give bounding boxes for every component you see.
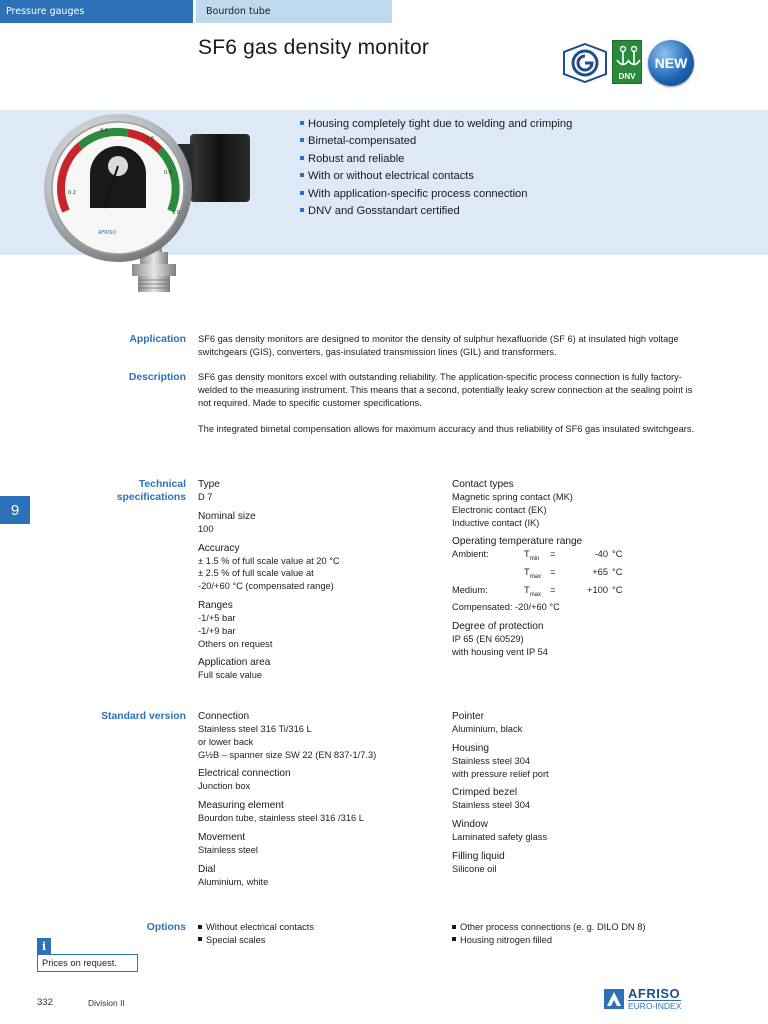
spec-ranges — [198, 599, 438, 650]
bullet-icon — [452, 925, 456, 929]
options-left — [198, 921, 448, 947]
option-text: Without electrical contacts — [206, 922, 314, 932]
spec-value: Laminated safety glass — [452, 832, 548, 843]
spec-window — [452, 818, 712, 844]
temp-symbol — [524, 584, 550, 602]
spec-value: Inductive contact (IK) — [452, 517, 540, 528]
brand-name: AFRISO — [628, 986, 681, 1001]
spec-value: Full scale value — [198, 670, 263, 681]
spec-heading: Nominal size — [198, 510, 256, 522]
option-text: Other process connections (e. g. DILO DN 8) — [460, 922, 646, 932]
svg-text:AFRISO: AFRISO — [98, 230, 117, 236]
brand-subname: EURO-INDEX — [628, 1001, 682, 1011]
spec-heading: Ranges — [198, 599, 233, 611]
spec-value: Others on request — [198, 638, 273, 649]
bullet-icon — [198, 925, 202, 929]
feature-item — [300, 186, 572, 203]
spec-heading: Crimped bezel — [452, 787, 518, 799]
header-category-tab: Pressure gauges — [0, 0, 193, 23]
spec-type — [198, 478, 438, 504]
spec-housing — [452, 742, 712, 781]
temp-label: Medium: — [452, 584, 488, 595]
temp-symbol — [524, 566, 550, 584]
spec-value: -1/+9 bar — [198, 625, 236, 636]
option-item — [198, 934, 448, 947]
anchor-icon — [613, 41, 643, 73]
bullet-icon — [452, 937, 456, 941]
bullet-icon — [300, 121, 304, 125]
spec-protection — [452, 620, 712, 659]
description-text: SF6 gas density monitors excel with outstanding reliability. The application-specific process connection is fully factory-welded to the measuring instrument. This means that a second, potentially leaky screw connection at the sealing point is not required. Made to specific customer specifications. — [198, 372, 693, 408]
spec-value: Aluminium, black — [452, 724, 523, 734]
feature-text: With application-specific process connection — [308, 187, 528, 200]
feature-text: Bimetal-compensated — [308, 135, 417, 148]
bullet-icon — [300, 208, 304, 212]
feature-item — [300, 168, 572, 185]
spec-application-area — [198, 656, 438, 682]
spec-value: ± 2.5 % of full scale value at — [198, 568, 314, 579]
spec-value: Stainless steel 304 — [452, 800, 531, 811]
spec-heading: Type — [198, 479, 220, 490]
spec-heading: Movement — [198, 831, 246, 843]
division-label: Division II — [88, 998, 125, 1008]
spec-value: -20/+60 °C (compensated range) — [198, 581, 334, 592]
technical-specs-label — [40, 478, 186, 504]
option-item — [198, 921, 448, 934]
spec-heading: Accuracy — [198, 542, 240, 554]
temp-sub: max — [529, 591, 542, 598]
spec-value: Bourdon tube, stainless steel 316 /316 L — [198, 813, 364, 824]
spec-pointer — [452, 710, 712, 736]
new-badge: NEW — [648, 40, 694, 86]
description-label: Description — [128, 372, 186, 383]
application-text: SF6 gas density monitors are designed to monitor the density of sulphur hexafluoride (SF 6) at insulated high voltage switchgears (GIS), converters, gas-insulated transmission lines (GIL) and transformers. — [198, 334, 679, 357]
chapter-tab: 9 — [0, 496, 30, 524]
product-gauge-image — [28, 96, 250, 296]
temp-unit: °C — [612, 584, 623, 595]
spec-value: G½B – spanner size SW 22 (EN 837-1/7.3) — [198, 749, 377, 760]
spec-value: Silicone oil — [452, 863, 497, 874]
temp-sym: T — [524, 567, 530, 578]
temp-unit: °C — [612, 549, 623, 560]
spec-value: ± 1.5 % of full scale value at 20 °C — [198, 555, 340, 566]
feature-text: Housing completely tight due to welding and crimping — [308, 118, 573, 130]
temp-unit: °C — [612, 567, 623, 578]
afriso-logo — [604, 986, 700, 1012]
bullet-icon — [300, 156, 304, 160]
spec-value: Stainless steel 304 — [452, 755, 531, 766]
feature-text: DNV and Gosstandart certified — [308, 205, 460, 218]
spec-heading: Window — [452, 819, 488, 831]
spec-value: 100 — [198, 523, 214, 534]
temp-sym: T — [524, 584, 530, 595]
spec-heading: Pointer — [452, 711, 484, 722]
temp-eq: = — [550, 584, 556, 595]
temp-value: -40 — [594, 549, 608, 560]
spec-value: Stainless steel 316 Ti/316 L — [198, 724, 312, 734]
feature-item — [300, 116, 572, 133]
svg-text:0.8: 0.8 — [164, 170, 172, 176]
spec-heading: Electrical connection — [198, 768, 291, 780]
dnv-logo-text: DNV — [618, 72, 636, 81]
feature-item — [300, 133, 572, 150]
spec-contact-types — [452, 478, 712, 529]
technical-left-column — [198, 478, 438, 688]
spec-temperature — [452, 535, 712, 614]
afriso-triangle-icon — [604, 989, 624, 1009]
info-icon: i — [37, 938, 51, 954]
temp-sub: max — [529, 573, 542, 580]
spec-value: Junction box — [198, 781, 251, 792]
temp-value: +65 — [592, 567, 608, 578]
feature-text: Robust and reliable — [308, 152, 405, 165]
bullet-icon — [198, 937, 202, 941]
feature-item — [300, 203, 572, 220]
options-right — [452, 921, 712, 947]
spec-value: -1/+5 bar — [198, 612, 236, 623]
temp-eq: = — [550, 549, 556, 560]
application-label: Application — [129, 334, 186, 345]
spec-measuring-element — [198, 799, 448, 825]
option-text: Housing nitrogen filled — [460, 934, 552, 945]
spec-value: IP 65 (EN 60529) — [452, 634, 524, 645]
dnv-certification-logo — [612, 40, 642, 84]
svg-text:1.0: 1.0 — [172, 210, 180, 216]
spec-filling-liquid — [452, 850, 712, 876]
temp-row — [452, 548, 712, 566]
standard-right-column — [452, 710, 712, 882]
svg-text:0.6: 0.6 — [146, 136, 154, 142]
spec-value: Aluminium, white — [198, 876, 269, 887]
standard-left-column — [198, 710, 448, 895]
temp-symbol — [524, 548, 550, 566]
feature-text: With or without electrical contacts — [308, 170, 475, 183]
spec-value: Stainless steel — [198, 844, 258, 855]
temp-sub: min — [529, 556, 540, 563]
spec-heading: Operating temperature range — [452, 536, 583, 548]
spec-movement — [198, 831, 448, 857]
option-item — [452, 934, 712, 947]
spec-accuracy — [198, 542, 438, 593]
spec-value: Magnetic spring contact (MK) — [452, 492, 573, 502]
svg-text:0.4: 0.4 — [100, 128, 108, 134]
technical-right-column — [452, 478, 712, 665]
temp-sym: T — [524, 549, 530, 560]
spec-value: with pressure relief port — [452, 768, 549, 779]
header-subcategory-tab: Bourdon tube — [196, 0, 392, 23]
temp-label: Ambient: — [452, 549, 489, 560]
spec-heading: Degree of protection — [452, 621, 544, 633]
technical-label-line1: Technical — [138, 479, 186, 490]
bullet-icon — [300, 191, 304, 195]
feature-list — [300, 116, 572, 220]
standard-version-label: Standard version — [101, 711, 186, 722]
gost-certification-logo — [562, 42, 608, 84]
spec-dial — [198, 863, 448, 889]
spec-heading: Contact types — [452, 479, 514, 490]
bullet-icon — [300, 173, 304, 177]
temp-value: +100 — [587, 584, 608, 595]
spec-value: or lower back — [198, 736, 254, 747]
spec-value: D 7 — [198, 492, 213, 502]
technical-label-line2: specifications — [116, 492, 186, 503]
spec-value: with housing vent IP 54 — [452, 646, 548, 657]
page-title: SF6 gas density monitor — [198, 36, 430, 59]
spec-heading: Dial — [198, 863, 216, 875]
spec-heading: Application area — [198, 657, 271, 669]
info-note: Prices on request. — [37, 954, 138, 972]
spec-electrical-connection — [198, 767, 448, 793]
page-number: 332 — [37, 997, 53, 1008]
spec-crimped-bezel — [452, 786, 712, 812]
feature-item — [300, 151, 572, 168]
svg-text:0.2: 0.2 — [68, 190, 76, 196]
spec-heading: Measuring element — [198, 800, 284, 812]
spec-heading: Housing — [452, 742, 490, 754]
description-text-2: The integrated bimetal compensation allows for maximum accuracy and thus reliability of SF6 gas insulated switchgears. — [198, 424, 695, 434]
temp-row — [452, 566, 712, 584]
spec-value: Electronic contact (EK) — [452, 504, 547, 515]
spec-heading: Filling liquid — [452, 850, 505, 862]
temp-compensated: Compensated: -20/+60 °C — [452, 602, 560, 613]
option-text: Special scales — [206, 934, 266, 945]
option-item — [452, 921, 712, 934]
options-label: Options — [146, 922, 186, 933]
bullet-icon — [300, 138, 304, 142]
temp-eq: = — [550, 567, 556, 578]
spec-nominal-size — [198, 510, 438, 536]
temp-label — [452, 566, 524, 584]
temp-row — [452, 584, 712, 602]
spec-connection — [198, 710, 448, 761]
spec-heading: Connection — [198, 711, 250, 722]
